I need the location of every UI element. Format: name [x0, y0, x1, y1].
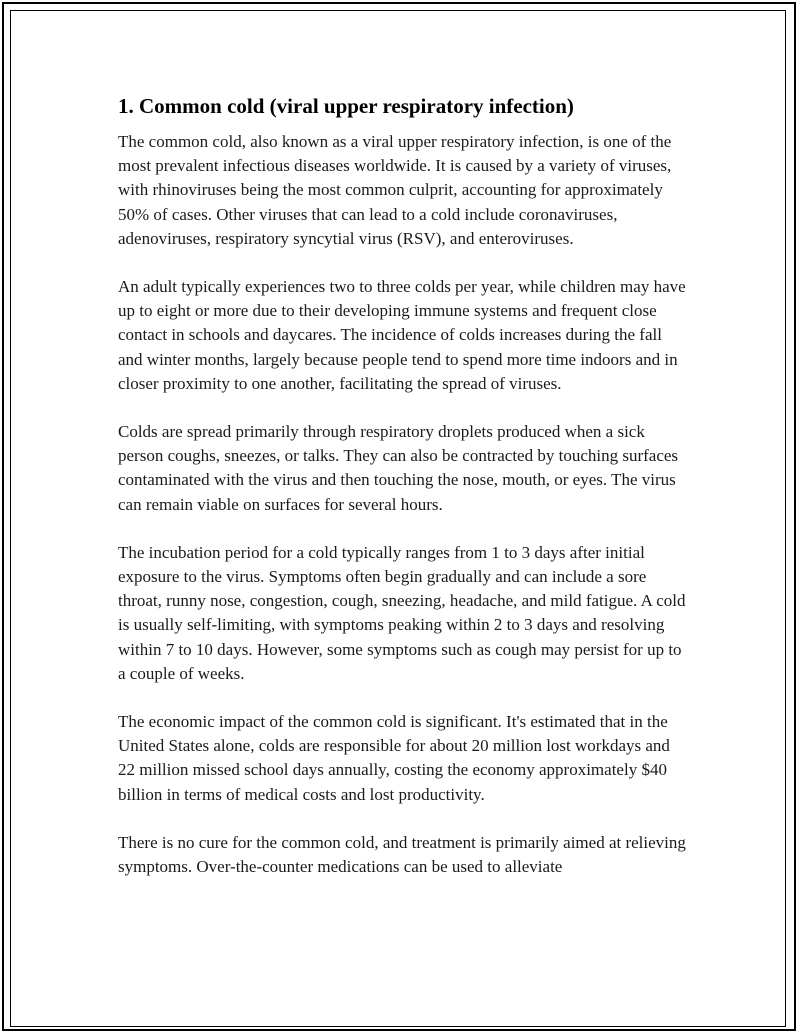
paragraph-cold-overview: The common cold, also known as a viral upper respiratory infection, is one of the most prevalent infectious diseases worldwide. It is caused by a variety of viruses, with rhinoviruses being the most common culprit, accounting for approximately 50% of cases. Other viruses that can lead to a cold include coronaviruses, adenoviruses, respiratory syncytial virus (RSV), and enteroviruses.: [118, 132, 672, 248]
section-title: 1. Common cold (viral upper respiratory infection): [118, 94, 574, 118]
paragraph-cold-incubation: The incubation period for a cold typically ranges from 1 to 3 days after initial exposure to the virus. Symptoms often begin gradually and can include a sore throat, runny nose, congestion, cough, sneezing, headache, and mild fatigue. A cold is usually self-limiting, with symptoms peaking within 2 to 3 days and resolving within 7 to 10 days. However, some symptoms such as cough may persist for up to a couple of weeks.: [118, 542, 686, 683]
paragraph-cold-frequency: An adult typically experiences two to three colds per year, while children may have up to eight or more due to their developing immune systems and frequent close contact in schools and daycares. The incidence of colds increases during the fall and winter months, largely because people tend to spend more time indoors and in closer proximity to one another, facilitating the spread of viruses.: [118, 277, 686, 393]
document-body: [118, 92, 688, 903]
paragraph-cold-economic-impact: The economic impact of the common cold is significant. It's estimated that in the United States alone, colds are responsible for about 20 million lost workdays and 22 million missed school days annually, costing the economy approximately $40 billion in terms of medical costs and lost productivity.: [118, 712, 670, 804]
paragraph-cold-transmission: Colds are spread primarily through respiratory droplets produced when a sick person coughs, sneezes, or talks. They can also be contracted by touching surfaces contaminated with the virus and then touching the nose, mouth, or eyes. The virus can remain viable on surfaces for several hours.: [118, 422, 679, 514]
paragraph-cold-treatment: There is no cure for the common cold, and treatment is primarily aimed at relieving symptoms. Over-the-counter medications can be used to alleviate: [118, 832, 686, 877]
